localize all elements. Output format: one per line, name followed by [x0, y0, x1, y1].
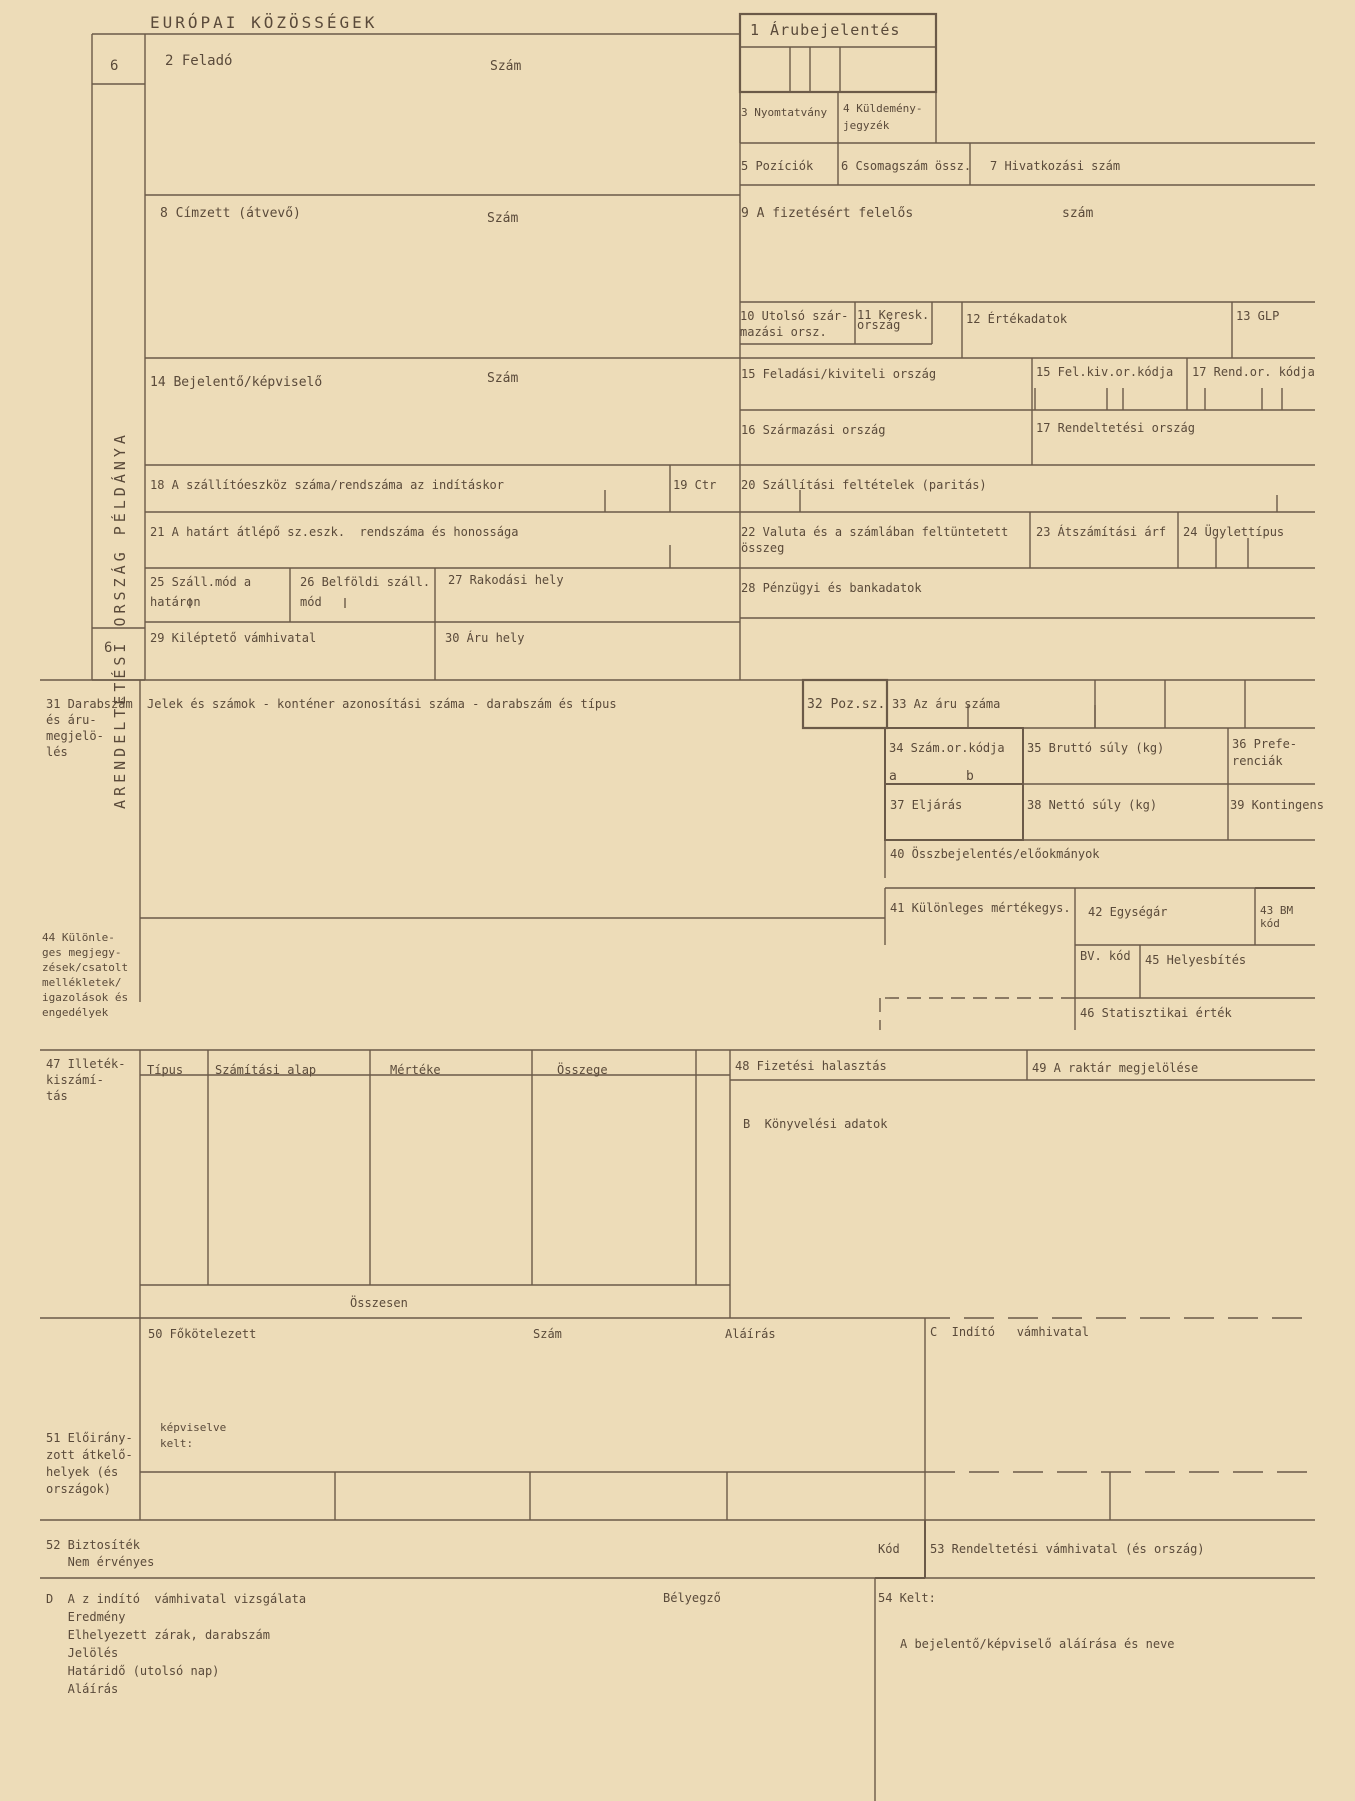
field-17b-label[interactable]: 17 Rendeltetési ország: [1036, 421, 1195, 435]
kod-label: Kód: [878, 1542, 900, 1556]
field-4-label[interactable]: 4 Küldemény- jegyzék: [843, 102, 923, 132]
field-36-label[interactable]: 36 Prefe- renciák: [1232, 737, 1298, 768]
field-9-number[interactable]: szám: [1062, 206, 1094, 221]
field-26-label[interactable]: 26 Belföldi száll. mód: [300, 575, 431, 609]
field-40-label[interactable]: 40 Összbejelentés/előokmányok: [890, 847, 1100, 861]
header-title: EURÓPAI KÖZÖSSÉGEK: [150, 13, 378, 32]
field-48-label[interactable]: 48 Fizetési halasztás: [735, 1059, 887, 1073]
field-50-represented: képviselve kelt:: [160, 1421, 227, 1450]
field-37-label[interactable]: 37 Eljárás: [890, 798, 963, 812]
field-46-label[interactable]: 46 Statisztikai érték: [1080, 1006, 1232, 1020]
copy-label: ARENDELTETÉSI ORSZÁG PÉLDÁNYA: [111, 431, 129, 809]
field-14-number[interactable]: Szám: [487, 371, 519, 386]
field-23-label[interactable]: 23 Átszámítási árf: [1036, 525, 1167, 539]
field-7-label[interactable]: 7 Hivatkozási szám: [990, 159, 1121, 173]
field-5-label[interactable]: 5 Pozíciók: [741, 159, 814, 173]
field-3-label[interactable]: 3 Nyomtatvány: [741, 106, 828, 119]
field-30-label[interactable]: 30 Áru hely: [445, 631, 525, 645]
field-25-label[interactable]: 25 Száll.mód a határon: [150, 575, 252, 609]
field-8-number[interactable]: Szám: [487, 211, 519, 226]
field-45-label[interactable]: 45 Helyesbítés: [1145, 953, 1247, 967]
field-28-label[interactable]: 28 Pénzügyi és bankadatok: [741, 581, 922, 595]
field-54-signature[interactable]: A bejelentő/képviselő aláírása és neve: [900, 1637, 1175, 1651]
field-27-label[interactable]: 27 Rakodási hely: [448, 573, 564, 587]
field-31-label[interactable]: 31 Darabszám és áru- megjelö- lés: [46, 697, 133, 759]
field-11-label[interactable]: 11 Keresk. ország: [857, 308, 930, 332]
field-41-label[interactable]: 41 Különleges mértékegys.: [890, 901, 1071, 915]
field-C-label[interactable]: C Indító vámhivatal: [930, 1325, 1089, 1339]
field-20-label[interactable]: 20 Szállítási feltételek (paritás): [741, 478, 987, 492]
field-14-label[interactable]: 14 Bejelentő/képviselő: [150, 375, 323, 390]
field-34b-label: b: [966, 769, 974, 784]
copy-number-bottom: 6: [104, 640, 113, 656]
field-31-description: Jelek és számok - konténer azonosítási száma - darabszám és típus: [147, 697, 617, 711]
field-54-label[interactable]: 54 Kelt:: [878, 1591, 936, 1605]
field-51-label[interactable]: 51 Előirány- zott átkelő- helyek (és országok): [46, 1431, 133, 1496]
field-32-label[interactable]: 32 Poz.sz.: [807, 697, 886, 712]
field-6-label[interactable]: 6 Csomagszám össz.: [841, 159, 972, 173]
field-43-label[interactable]: 43 BM kód: [1260, 904, 1294, 930]
field-44-label[interactable]: 44 Különle- ges megjegy- zések/csatolt mellékletek/ igazolások és engedélyek: [42, 931, 129, 1019]
field-15b-label[interactable]: 15 Fel.kiv.or.kódja: [1036, 365, 1174, 379]
col-mertek: Mértéke: [390, 1063, 441, 1077]
osszesen-label: Összesen: [350, 1296, 408, 1310]
field-33-label[interactable]: 33 Az áru száma: [892, 697, 1001, 711]
field-50-number[interactable]: Szám: [533, 1327, 562, 1341]
field-49-label[interactable]: 49 A raktár megjelölése: [1032, 1061, 1199, 1075]
field-2-label[interactable]: 2 Feladó: [165, 53, 233, 69]
field-D-label[interactable]: D A z indító vámhivatal vizsgálata Eredmény Elhelyezett zárak, darabszám Jelölés Határidő (utolsó nap) Aláírás: [46, 1592, 307, 1696]
field-22-label[interactable]: 22 Valuta és a számlában feltüntetett összeg: [741, 525, 1009, 555]
field-9-label[interactable]: 9 A fizetésért felelős: [741, 206, 914, 221]
field-8-label[interactable]: 8 Címzett (átvevő): [160, 206, 301, 221]
field-50-label[interactable]: 50 Főkötelezett: [148, 1327, 257, 1341]
form-name: 1 Árubejelentés: [750, 21, 901, 39]
col-szamitasi-alap: Számítási alap: [215, 1063, 317, 1077]
field-42-label[interactable]: 42 Egységár: [1088, 905, 1168, 919]
field-15-label[interactable]: 15 Feladási/kiviteli ország: [741, 367, 937, 381]
field-16-label[interactable]: 16 Származási ország: [741, 423, 886, 437]
col-tipus: Típus: [147, 1063, 184, 1077]
field-34a-label: a: [889, 769, 897, 784]
field-19-label[interactable]: 19 Ctr: [673, 478, 717, 492]
field-10-label[interactable]: 10 Utolsó szár- mazási orsz.: [740, 309, 849, 339]
field-29-label[interactable]: 29 Kiléptető vámhivatal: [150, 631, 317, 645]
copy-number-top: 6: [110, 58, 119, 74]
field-38-label[interactable]: 38 Nettó súly (kg): [1027, 798, 1158, 812]
field-39-label[interactable]: 39 Kontingens: [1230, 798, 1324, 812]
stamp-label: Bélyegző: [663, 1591, 721, 1605]
bv-code-label[interactable]: BV. kód: [1080, 949, 1131, 963]
field-52-label[interactable]: 52 Biztosíték Nem érvényes: [46, 1538, 155, 1569]
field-24-label[interactable]: 24 Ügylettípus: [1183, 525, 1285, 539]
field-2-number[interactable]: Szám: [490, 59, 522, 74]
col-osszeg: Összege: [557, 1063, 608, 1077]
field-B-label[interactable]: B Könyvelési adatok: [743, 1117, 888, 1131]
field-13-label[interactable]: 13 GLP: [1236, 309, 1280, 323]
field-18-label[interactable]: 18 A szállítóeszköz száma/rendszáma az indításkor: [150, 478, 505, 492]
field-50-signature[interactable]: Aláírás: [725, 1327, 776, 1341]
field-21-label[interactable]: 21 A határt átlépő sz.eszk. rendszáma és honossága: [150, 525, 519, 539]
field-17-code-label[interactable]: 17 Rend.or. kódja: [1192, 365, 1315, 379]
field-12-label[interactable]: 12 Értékadatok: [966, 312, 1068, 326]
field-35-label[interactable]: 35 Bruttó súly (kg): [1027, 741, 1165, 755]
field-34-label[interactable]: 34 Szám.or.kódja: [889, 741, 1005, 755]
field-53-label[interactable]: 53 Rendeltetési vámhivatal (és ország): [930, 1542, 1205, 1556]
field-47-label[interactable]: 47 Illeték- kiszámí- tás: [46, 1057, 126, 1103]
